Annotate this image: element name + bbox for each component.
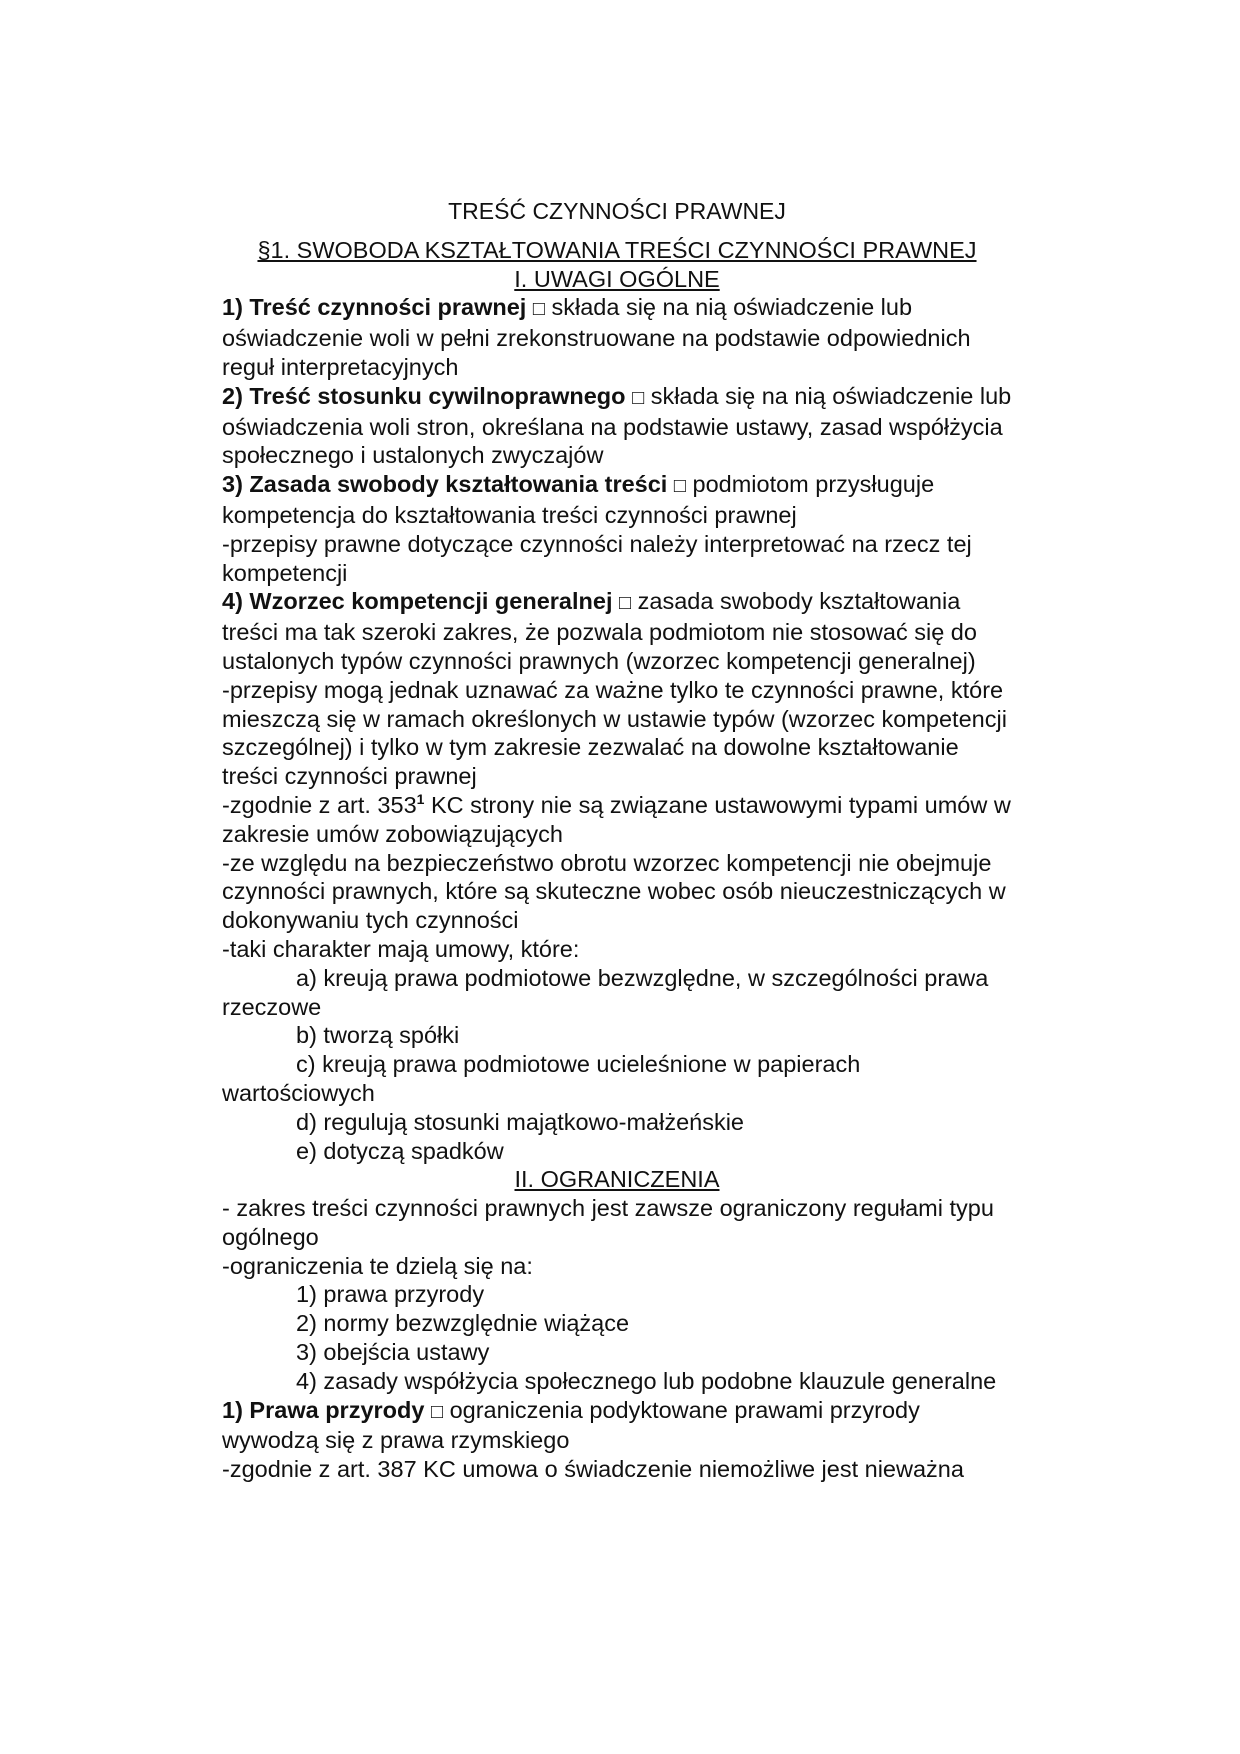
document-page xyxy=(222,197,1012,1484)
list-item: e) dotyczą spadków xyxy=(296,1137,504,1164)
paragraph-general-competence xyxy=(222,587,1012,675)
paragraph-contract-types-intro: -taki charakter mają umowy, które: xyxy=(222,935,580,962)
article-ref: -zgodnie z art. 353 xyxy=(222,791,417,818)
list-item: 4) zasady współżycia społecznego lub podobne klauzule generalne xyxy=(296,1367,997,1394)
list-item: b) tworzą spółki xyxy=(296,1022,460,1049)
term: 1) Treść czynności prawnej xyxy=(222,294,527,321)
list-item: 1) prawa przyrody xyxy=(296,1281,485,1308)
list-item: d) regulują stosunki majątkowo-małżeńskie xyxy=(296,1108,745,1135)
definition: ograniczenia podyktowane prawami przyrody wywodzą się z prawa rzymskiego xyxy=(222,1396,920,1454)
paragraph-article-387: -zgodnie z art. 387 KC umowa o świadczenie niemożliwe jest nieważna xyxy=(222,1456,964,1483)
paragraph-interpretation-note: -przepisy prawne dotyczące czynności należy interpretować na rzecz tej kompetencji xyxy=(222,530,972,586)
paragraph-limitations-intro: -ograniczenia te dzielą się na: xyxy=(222,1252,533,1279)
paragraph-laws-of-nature xyxy=(222,1396,1012,1456)
arrow-glyph-icon: □ xyxy=(532,298,545,321)
paragraph-trade-security: -ze względu na bezpieczeństwo obrotu wzorzec kompetencji nie obejmuje czynności prawnych, które są skuteczne wobec osób nieuczestniczących w dokonywaniu tych czynności xyxy=(222,849,1006,934)
superscript: 1 xyxy=(416,791,425,808)
paragraph-specific-competence: -przepisy mogą jednak uznawać za ważne tylko te czynności prawne, które mieszczą się w ramach określonych w ustawie typów (wzorzec kompetencji szczególnej) i tylko w tym zakresie zezwalać na dowolne kształtowanie treści czynności prawnej xyxy=(222,676,1007,790)
paragraph-limitations-scope: - zakres treści czynności prawnych jest zawsze ograniczony regułami typu ogólnego xyxy=(222,1195,994,1250)
paragraph-legal-act-content xyxy=(222,293,1012,381)
paragraph-article-353 xyxy=(222,791,1012,849)
list-item: a) kreują prawa podmiotowe bezwzględne, w szczególności prawa rzeczowe xyxy=(222,964,989,1020)
arrow-glyph-icon: □ xyxy=(430,1400,444,1423)
subsection-heading-general-remarks: I. UWAGI OGÓLNE xyxy=(514,265,720,292)
list-item: 3) obejścia ustawy xyxy=(296,1339,490,1366)
definition: podmiotom przysługuje kompetencja do kształtowania treści czynności prawnej xyxy=(222,471,935,528)
arrow-glyph-icon: □ xyxy=(619,592,632,615)
arrow-glyph-icon: □ xyxy=(673,475,686,498)
term: 4) Wzorzec kompetencji generalnej xyxy=(222,588,613,615)
paragraph-civil-relation-content xyxy=(222,382,1012,470)
list-item: c) kreują prawa podmiotowe ucieleśnione w papierach wartościowych xyxy=(222,1051,861,1106)
article-text: KC strony nie są związane ustawowymi typami umów w zakresie umów zobowiązujących xyxy=(222,791,1011,847)
term: 1) Prawa przyrody xyxy=(222,1396,425,1423)
definition: zasada swobody kształtowania treści ma tak szeroki zakres, że pozwala podmiotom nie stosować się do ustalonych typów czynności prawnych (wzorzec kompetencji generalnej) xyxy=(222,588,977,674)
arrow-glyph-icon: □ xyxy=(632,386,645,409)
term: 3) Zasada swobody kształtowania treści xyxy=(222,471,668,498)
list-item: 2) normy bezwzględnie wiążące xyxy=(296,1310,630,1337)
definition: składa się na nią oświadczenie lub oświadczenie woli w pełni zrekonstruowane na podstawie odpowiednich reguł interpretacyjnych xyxy=(222,294,971,380)
section-heading: §1. SWOBODA KSZTAŁTOWANIA TREŚCI CZYNNOŚCI PRAWNEJ xyxy=(257,236,977,263)
paragraph-freedom-principle xyxy=(222,470,1012,530)
definition: składa się na nią oświadczenie lub oświadczenia woli stron, określana na podstawie ustawy, zasad współżycia społecznego i ustalonych zwyczajów xyxy=(222,382,1012,469)
document-title: TREŚĆ CZYNNOŚCI PRAWNEJ xyxy=(448,198,786,224)
term: 2) Treść stosunku cywilnoprawnego xyxy=(222,382,626,409)
subsection-heading-limitations: II. OGRANICZENIA xyxy=(514,1166,720,1193)
